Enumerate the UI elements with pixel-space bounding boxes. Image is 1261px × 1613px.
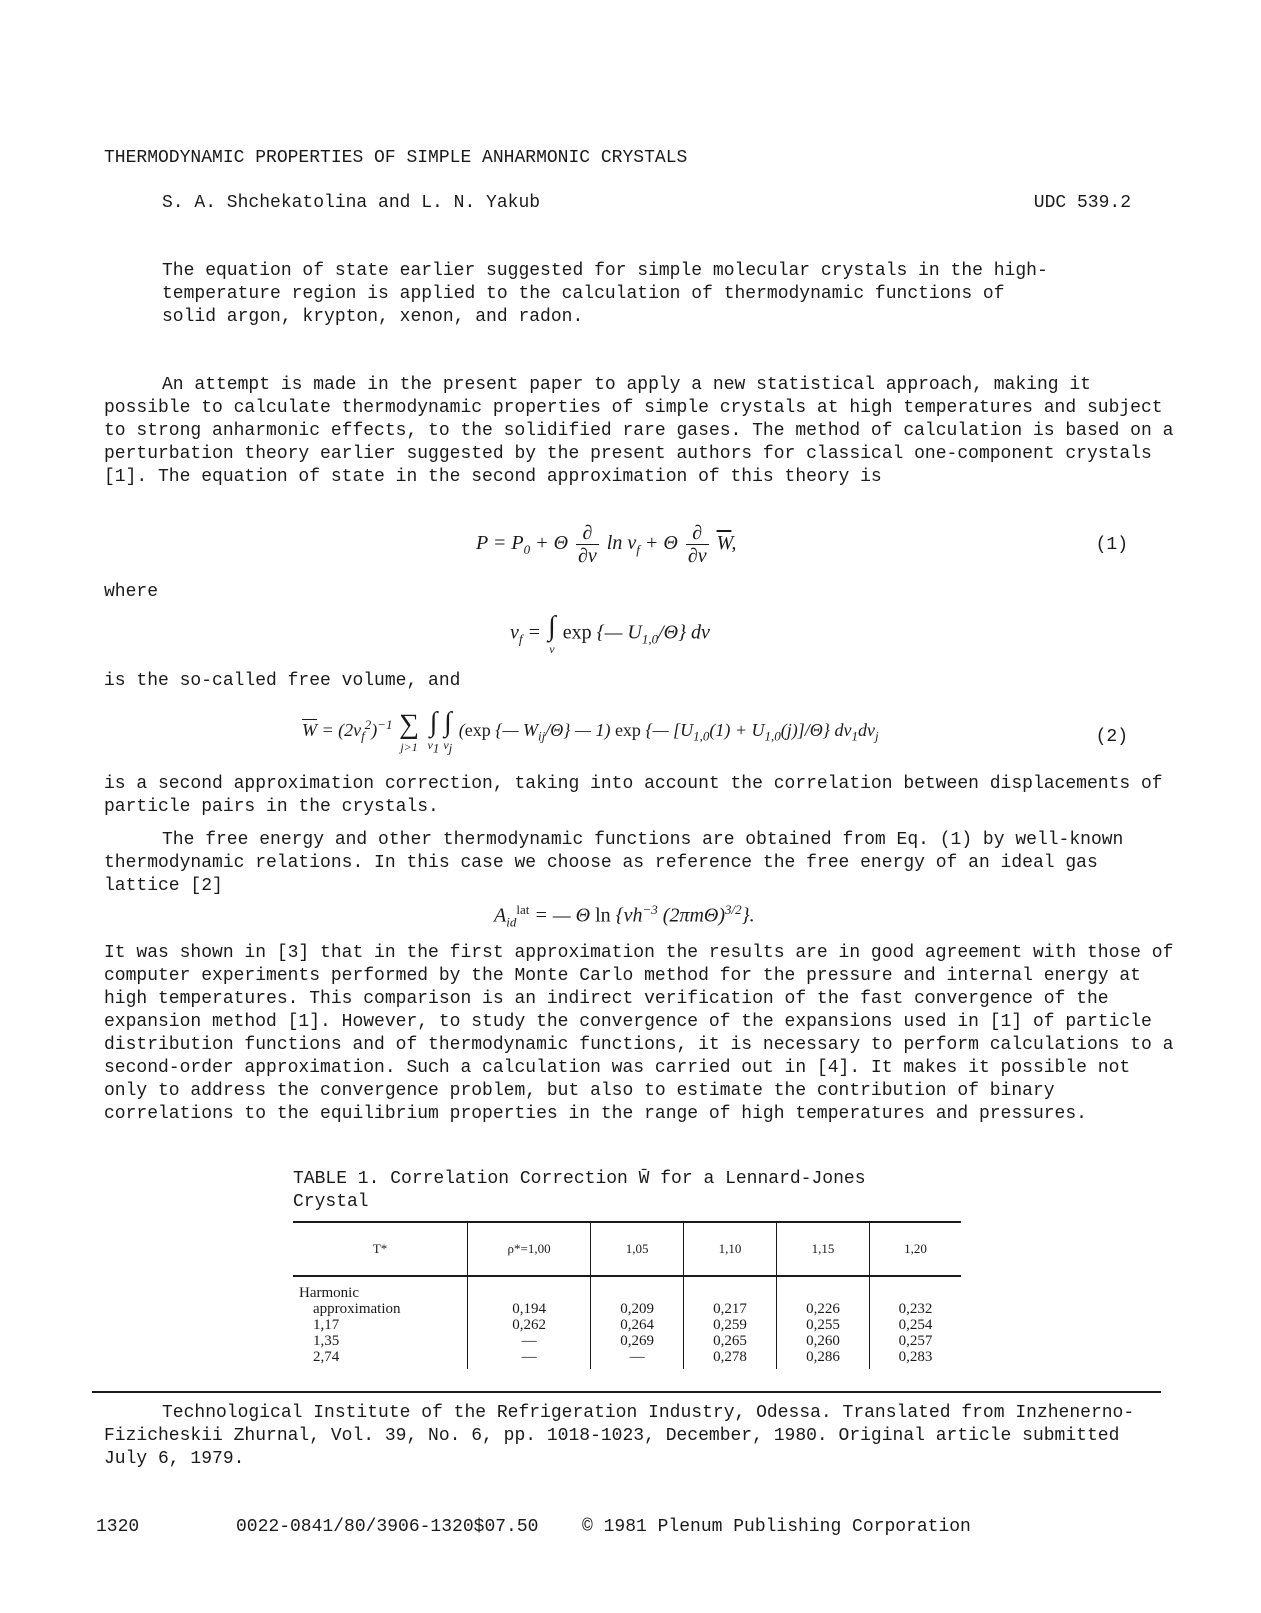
equation-1: $P = P_0 + \Theta$ $\frac{\partial}{\partial v}$ $\ln v_f + \Theta$ $\frac{\partial}{\partial v}$ $\overline{W}$,: [476, 522, 737, 567]
value: 0,254: [898, 1317, 933, 1333]
footnote-divider: [92, 1391, 1161, 1393]
value: 0,257: [898, 1333, 933, 1349]
column-cell: [468, 1276, 591, 1369]
page-number: 1320: [96, 1517, 140, 1537]
table-correlation-correction: [293, 1221, 961, 1369]
value: 0,269: [620, 1333, 655, 1349]
paragraph-intro: An attempt is made in the present paper to apply a new statistical approach, making it possible to calculate thermodynamic properties of simple crystals at high temperatures and subject to strong anharmonic effects, to the solidified rare gases. The method of calculation is based on a perturbation theory earlier suggested by the present authors for classical one-component crystals [1]. The equation of state in the second approximation of this theory is: [104, 375, 1174, 487]
value: 0,259: [713, 1317, 747, 1333]
header-cell: 1,10: [684, 1222, 777, 1276]
udc-code: UDC 539.2: [1033, 193, 1131, 213]
text-where: where: [104, 582, 159, 602]
abstract: The equation of state earlier suggested for simple molecular crystals in the high-temperature region is applied to the calculation of thermodynamic functions of solid argon, krypton, xenon, and radon.: [162, 261, 1048, 327]
value: 0,209: [620, 1301, 655, 1317]
row-label: 2,74: [313, 1349, 340, 1365]
value: 0,278: [713, 1349, 747, 1365]
value: 0,194: [512, 1301, 546, 1317]
header-cell: 1,05: [591, 1222, 684, 1276]
row-label: 1,35: [313, 1333, 340, 1349]
value: 0,217: [713, 1301, 747, 1317]
equation-free-volume: $v_f$ = ∫ v exp {— $U_{1,0}/\Theta$} dv: [510, 611, 710, 656]
table-row: [293, 1276, 961, 1369]
value: 0,286: [806, 1349, 840, 1365]
value: 0,232: [898, 1301, 933, 1317]
header-cell: ρ*=1,00: [468, 1222, 591, 1276]
equation-1-number: (1): [1095, 535, 1128, 555]
paper-title: THERMODYNAMIC PROPERTIES OF SIMPLE ANHARMONIC CRYSTALS: [104, 148, 688, 168]
table-header-row: [293, 1222, 961, 1276]
value: —: [521, 1349, 537, 1365]
equation-ideal-gas: $A_{id}^{lat}$ = — Θ $\ln \{vh^{-3}$ $(2\pi m\Theta)^{3/2}$}.: [494, 902, 755, 930]
row-label: 1,17: [313, 1317, 340, 1333]
column-cell: [869, 1276, 961, 1369]
paragraph-convergence: It was shown in [3] that in the first approximation the results are in good agreement with those of computer experiments performed by the Monte Carlo method for the pressure and internal energy at high temperatures. This comparison is an indirect verification of the fast convergence of the expansion method [1]. However, to study the convergence of the expansions used in [1] of particle distribution functions and of thermodynamic functions, it is necessary to perform calculations to a second-order approximation. Such a calculation was carried out in [4]. It makes it possible not only to address the convergence problem, but also to estimate the contribution of binary correlations to the equilibrium properties in the range of high temperatures and pressures.: [104, 943, 1174, 1124]
row-labels: [293, 1276, 468, 1369]
equation-2-number: (2): [1095, 727, 1128, 747]
paragraph-correction: is a second approximation correction, taking into account the correlation between displacements of particle pairs in the crystals.: [104, 774, 1163, 817]
value: 0,265: [713, 1333, 747, 1349]
row-label: Harmonic: [299, 1285, 359, 1301]
article-code: 0022-0841/80/3906-1320$07.50: [236, 1517, 539, 1537]
value: 0,262: [512, 1317, 546, 1333]
column-cell: [591, 1276, 684, 1369]
header-cell: T*: [293, 1222, 468, 1276]
column-cell: [684, 1276, 777, 1369]
equation-2: $\overline{W} = (2v_f^2)^{-1}$ ∑ j>1 ∫ $v_1$ ∫ $v_j$ (exp {— $W_{ij}/\Theta$} — 1) exp {— $[U_{1,0}(1) + U_{1,0}(j)]/\Theta$} $dv_1dv_j$: [302, 707, 879, 756]
table-caption: TABLE 1. Correlation Correction W̄ for a Lennard-Jones Crystal: [293, 1169, 866, 1212]
paragraph-free-energy: The free energy and other thermodynamic functions are obtained from Eq. (1) by well-known thermodynamic relations. In this case we choose as reference the free energy of an ideal gas lattice [2]: [104, 830, 1124, 896]
value: 0,264: [620, 1317, 655, 1333]
value: 0,283: [898, 1349, 933, 1365]
value: —: [629, 1349, 645, 1365]
header-cell: 1,20: [869, 1222, 961, 1276]
text-free-volume: is the so-called free volume, and: [104, 671, 461, 691]
copyright: © 1981 Plenum Publishing Corporation: [582, 1517, 971, 1537]
header-cell: 1,15: [777, 1222, 870, 1276]
column-cell: [777, 1276, 870, 1369]
value: —: [521, 1333, 537, 1349]
value: 0,226: [806, 1301, 840, 1317]
authors: S. A. Shchekatolina and L. N. Yakub: [162, 193, 541, 213]
value: 0,255: [806, 1317, 840, 1333]
footnote: Technological Institute of the Refrigeration Industry, Odessa. Translated from Inzhenerno-Fizicheskii Zhurnal, Vol. 39, No. 6, pp. 1018-1023, December, 1980. Original article submitted July 6, 1979.: [104, 1403, 1135, 1469]
value: 0,260: [806, 1333, 840, 1349]
row-label: approximation: [313, 1301, 401, 1317]
